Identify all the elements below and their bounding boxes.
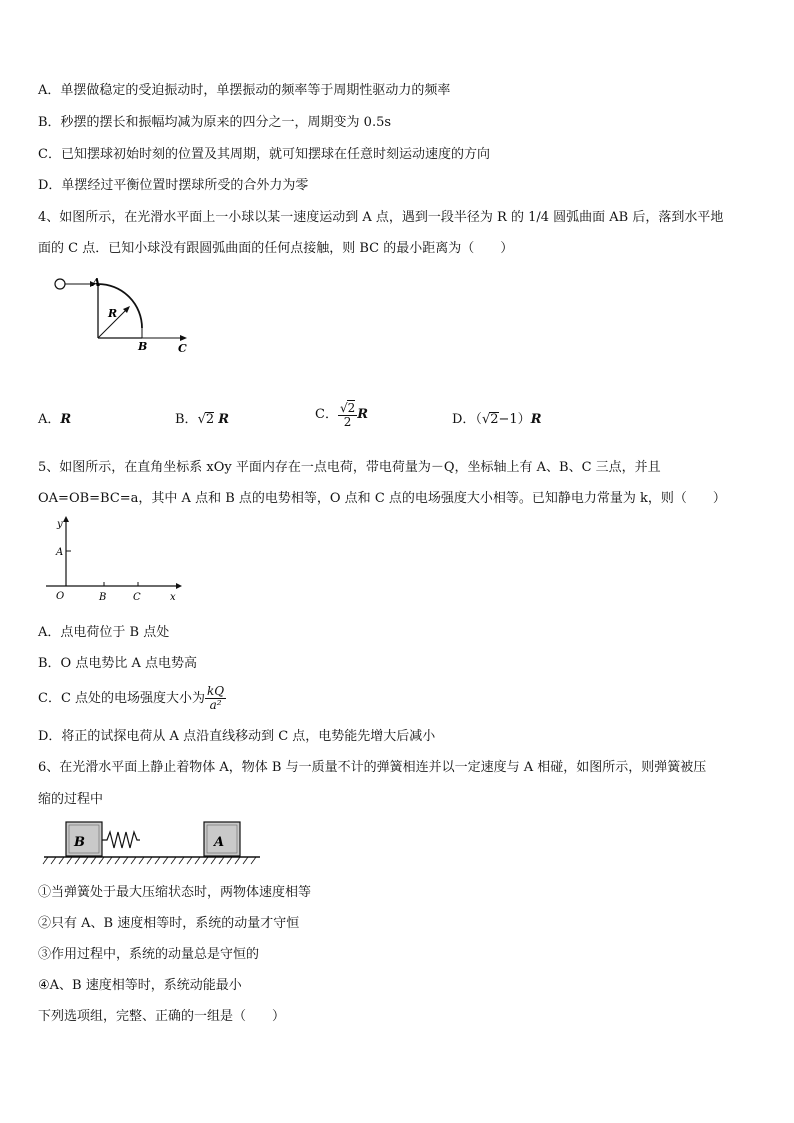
q5-option-c-text: C．C 点处的电场强度大小为: [38, 691, 206, 706]
q3-option-b: B．秒摆的摆长和振幅均减为原来的四分之一，周期变为 0.5s: [38, 115, 392, 130]
sqrt-sign: √: [339, 401, 348, 415]
q4-option-c-numerator: 2: [347, 401, 356, 415]
q6-stem-line1: 6、在光滑水平面上静止着物体 A，物体 B 与一质量不计的弹簧相连并以一定速度与 A 相碰，如图所示，则弹簧被压: [38, 760, 707, 775]
q6-statement-2: ②只有 A、B 速度相等时，系统的动量才守恒: [38, 916, 300, 931]
label-a: A: [92, 276, 101, 289]
q4-option-c-value: R: [357, 407, 369, 422]
label-x: x: [170, 592, 176, 603]
q4-option-c-fraction: [338, 400, 357, 429]
q4-option-b: [175, 411, 229, 429]
q6-prompt: 下列选项组，完整、正确的一组是（ ）: [38, 1009, 286, 1024]
q4-option-d-mid: −1）: [498, 412, 531, 427]
q4-stem-line2: 面的 C 点．已知小球没有跟圆弧曲面的任何点接触，则 BC 的最小距离为（ ）: [38, 241, 514, 256]
q5-option-a: A．点电荷位于 B 点处: [38, 625, 170, 640]
q3-option-c: C．已知摆球初始时刻的位置及其周期，就可知摆球在任意时刻运动速度的方向: [38, 147, 490, 162]
q6-stem-line2: 缩的过程中: [38, 792, 104, 807]
label-y: y: [57, 519, 63, 530]
q3-option-d: D．单摆经过平衡位置时摆球所受的合外力为零: [38, 178, 309, 193]
q4-arc-figure: [50, 272, 200, 354]
q4-option-b-value: R: [218, 412, 230, 427]
label-c: C: [178, 342, 187, 354]
q6-statement-3: ③作用过程中，系统的动量总是守恒的: [38, 947, 260, 962]
q4-option-b-label: B．: [175, 412, 198, 427]
sqrt-sign: √: [197, 412, 206, 427]
q5-option-d: D．将正的试探电荷从 A 点沿直线移动到 C 点，电势能先增大后减小: [38, 729, 436, 744]
quarter-arc: [98, 284, 142, 328]
q5-option-b: B．O 点电势比 A 点电势高: [38, 656, 197, 671]
q4-option-d-value: R: [530, 412, 542, 427]
q5-axes-figure: [44, 512, 194, 606]
q6-statement-1: ①当弹簧处于最大压缩状态时，两物体速度相等: [38, 885, 312, 900]
q5-stem-line1: 5、如图所示，在直角坐标系 xOy 平面内存在一点电荷，带电荷量为－Q，坐标轴上有 A、B、C 三点，并且: [38, 460, 661, 475]
q4-option-d-radicand: 2: [490, 412, 499, 427]
label-c: C: [133, 592, 141, 603]
sqrt-sign: √: [481, 412, 491, 427]
spring: [102, 832, 140, 848]
q6-statement-4: ④A、B 速度相等时，系统动能最小: [38, 978, 242, 993]
q4-option-c-label: C．: [315, 407, 338, 422]
label-b: B: [138, 340, 148, 353]
label-b: B: [99, 592, 107, 603]
q4-option-c: [315, 400, 368, 429]
q5-option-c-numerator: kQ: [207, 684, 225, 698]
q4-option-c-denominator: 2: [343, 415, 352, 429]
label-b: B: [74, 835, 85, 850]
label-a: A: [214, 835, 225, 850]
q5-stem-line2: OA=OB=BC=a，其中 A 点和 B 点的电势相等，O 点和 C 点的电场强度大小相等。已知静电力常量为 k，则（ ）: [38, 491, 726, 506]
q5-option-c-fraction: [205, 685, 226, 712]
q3-option-a: A．单摆做稳定的受迫振动时，单摆振动的频率等于周期性驱动力的频率: [38, 83, 451, 98]
ball: [55, 279, 65, 289]
ground-hatch: [43, 857, 256, 864]
q4-option-a: [38, 411, 71, 429]
q4-stem-line1: 4、如图所示，在光滑水平面上一小球以某一速度运动到 A 点，遇到一段半径为 R 的 1/4 圆弧曲面 AB 后，落到水平地: [38, 210, 724, 225]
q4-option-b-radicand: 2: [205, 412, 215, 427]
q4-option-d-label: D．（: [452, 412, 482, 427]
label-a: A: [56, 547, 64, 558]
label-o: O: [56, 591, 65, 602]
q4-option-a-label: A．: [38, 412, 61, 427]
label-r: R: [108, 307, 118, 320]
q5-option-c: [38, 685, 226, 712]
q4-option-d: [452, 411, 542, 429]
q6-spring-figure: [40, 818, 264, 868]
q5-option-c-denominator: a²: [209, 698, 222, 712]
q4-option-a-value: R: [60, 412, 72, 427]
